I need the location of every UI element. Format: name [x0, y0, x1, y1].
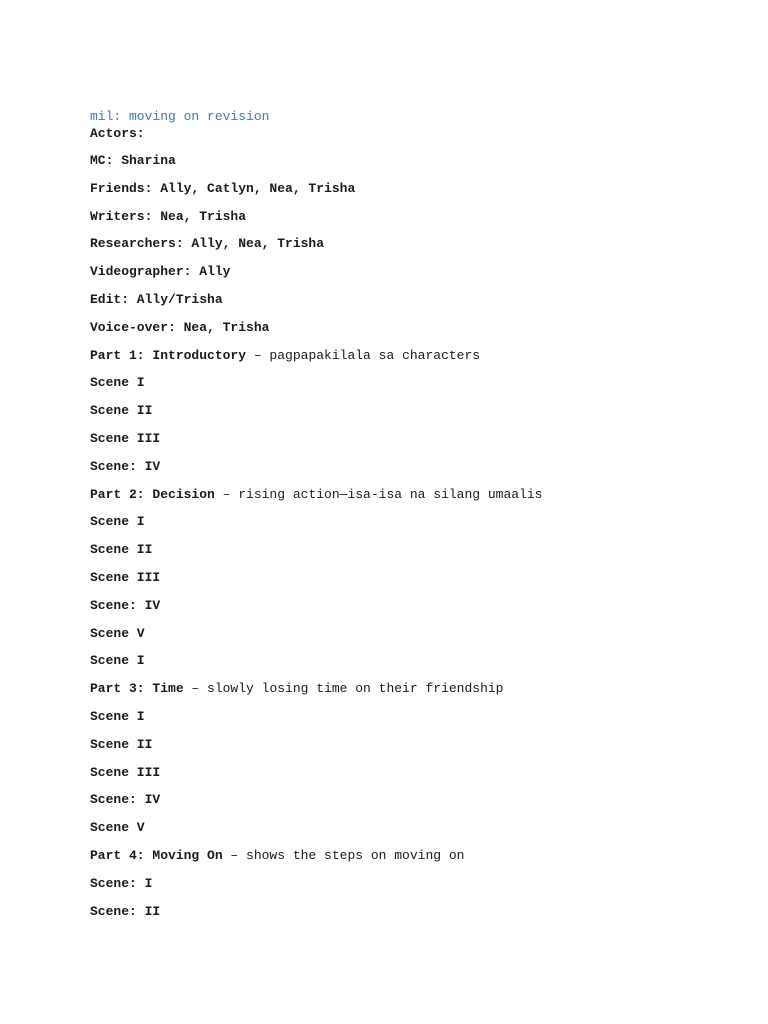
document-line — [90, 430, 750, 458]
line-heading: Scene II — [90, 542, 153, 558]
line-heading: Scene III — [90, 430, 161, 446]
document-line — [90, 486, 750, 514]
document-line — [90, 152, 750, 180]
document-line — [90, 847, 750, 875]
line-heading: Voice-over: Nea, Trisha — [90, 319, 270, 335]
document-line — [90, 402, 750, 430]
document-line — [90, 319, 750, 347]
document-line — [90, 541, 750, 569]
document-line — [90, 263, 750, 291]
line-heading: Scene: I — [90, 875, 153, 891]
document-line — [90, 903, 750, 931]
line-heading: Edit: Ally/Trisha — [90, 291, 223, 307]
line-description: – shows the steps on moving on — [222, 847, 465, 863]
document-line — [90, 291, 750, 319]
document-line — [90, 180, 750, 208]
line-heading: Scene II — [90, 736, 153, 752]
line-heading: Scene III — [90, 569, 161, 585]
document-line — [90, 708, 750, 736]
document-line — [90, 347, 750, 375]
document-line — [90, 513, 750, 541]
document-line — [90, 680, 750, 708]
document-line — [90, 819, 750, 847]
document-line — [90, 736, 750, 764]
line-heading: Part 4: Moving On — [90, 847, 223, 863]
line-heading: Part 2: Decision — [90, 486, 215, 502]
line-heading: Part 1: Introductory — [90, 347, 247, 363]
line-heading: MC: Sharina — [90, 153, 176, 168]
line-description: – slowly losing time on their friendship — [183, 681, 504, 697]
line-heading: Scene V — [90, 820, 145, 836]
line-heading: Scene III — [90, 764, 161, 780]
line-heading: Scene I — [90, 514, 145, 530]
document-page — [90, 108, 750, 930]
document-line — [90, 208, 750, 236]
document-line — [90, 652, 750, 680]
document-line — [90, 458, 750, 486]
line-heading: Writers: Nea, Trisha — [90, 208, 247, 224]
line-heading: Scene I — [90, 653, 145, 669]
line-heading: Scene I — [90, 375, 145, 391]
document-line — [90, 235, 750, 263]
document-line — [90, 764, 750, 792]
document-line — [90, 125, 750, 152]
line-heading: Scene I — [90, 708, 145, 724]
line-description: – rising action—isa-isa na silang umaalis — [214, 486, 543, 502]
line-heading: Scene: IV — [90, 597, 161, 613]
line-heading: Scene: IV — [90, 458, 161, 474]
line-heading: Scene: IV — [90, 792, 161, 808]
line-heading: Part 3: Time — [90, 681, 184, 697]
line-heading: Scene V — [90, 625, 145, 641]
document-line — [90, 569, 750, 597]
document-title: mil: moving on revision — [90, 109, 270, 124]
document-lines — [90, 125, 750, 930]
line-heading: Actors: — [90, 126, 145, 141]
line-heading: Friends: Ally, Catlyn, Nea, Trisha — [90, 180, 356, 196]
document-line — [90, 374, 750, 402]
document-line — [90, 597, 750, 625]
line-heading: Scene II — [90, 403, 153, 419]
line-heading: Scene: II — [90, 903, 161, 919]
line-heading: Videographer: Ally — [90, 264, 231, 280]
line-description: – pagpapakilala sa characters — [246, 347, 481, 363]
document-line — [90, 625, 750, 653]
document-line — [90, 791, 750, 819]
document-line — [90, 875, 750, 903]
line-heading: Researchers: Ally, Nea, Trisha — [90, 236, 325, 252]
